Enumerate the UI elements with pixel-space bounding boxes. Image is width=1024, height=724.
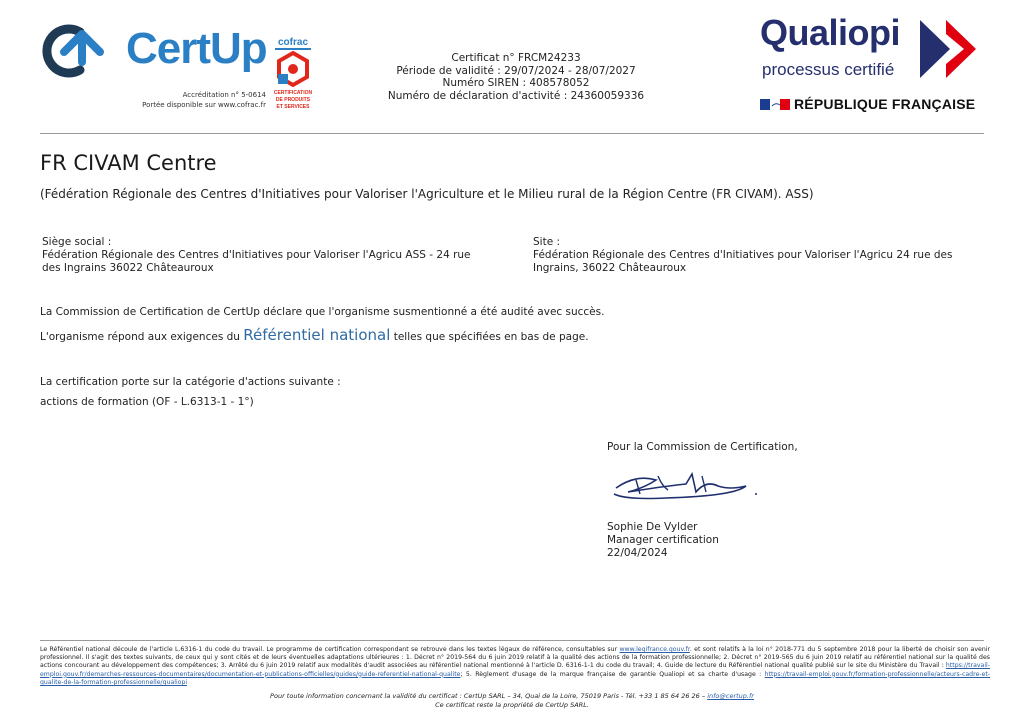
organization-name: FR CIVAM Centre: [40, 151, 217, 175]
site-line1: Fédération Régionale des Centres d'Initiatives pour Valoriser l'Agricu 24 rue des: [533, 249, 953, 261]
action-category: actions de formation (OF - L.6313-1 - 1°): [40, 396, 254, 408]
header-divider: [40, 133, 984, 134]
certificate-number: Certificat n° FRCM24233: [451, 52, 581, 64]
requirements-line: [40, 326, 589, 344]
signatory-block: [607, 521, 719, 560]
activity-declaration: Numéro de déclaration d'activité : 24360059336: [387, 89, 645, 102]
organization-full-name: (Fédération Régionale des Centres d'Initiatives pour Valoriser l'Agriculture et le Milieu rural de la Région Centre (FR CIVAM). ASS): [40, 187, 814, 201]
accreditation-block: [120, 90, 266, 110]
siren-number: Numéro SIREN : 408578052: [442, 77, 590, 89]
ownership-line: Ce certificat reste la propriété de CertUp SARL.: [435, 700, 589, 709]
svg-text:ET SERVICES: ET SERVICES: [276, 104, 310, 110]
contact-email-link[interactable]: info@certup.fr: [707, 692, 754, 700]
svg-text:CERTIFICATION: CERTIFICATION: [273, 90, 313, 96]
marianne-flag-icon: [760, 99, 790, 110]
accreditation-number: Accréditation n° 5-0614: [182, 91, 266, 99]
site-label: Site :: [533, 236, 561, 248]
handwritten-signature-icon: [606, 466, 766, 506]
legifrance-link[interactable]: www.legifrance.gouv.fr: [619, 646, 690, 653]
requirements-prefix: L'organisme répond aux exigences du: [40, 331, 240, 343]
contact-footer: [40, 692, 984, 709]
certup-brand: CertUp: [126, 24, 267, 73]
guide-referentiel-link[interactable]: https://travail-emploi.gouv.fr/demarches-ressources-documentaires/documentation-et-publications-officielles/guides/guide-referentiel-national-qualite: [40, 662, 990, 678]
legal-footer: [40, 646, 990, 687]
certificate-info: [360, 52, 672, 102]
siege-social-line2: des Ingrains 36022 Châteauroux: [42, 262, 214, 274]
validity-period: Période de validité : 29/07/2024 - 28/07/2027: [396, 64, 636, 77]
category-intro: La certification porte sur la catégorie d'actions suivante :: [40, 376, 341, 388]
footer-text-3: ; 5. Règlement d'usage de la marque française de garantie Qualiopi et sa charte d'usage :: [460, 670, 765, 678]
accreditation-scope: Portée disponible sur www.cofrac.fr: [142, 101, 266, 109]
siege-social-line1: Fédération Régionale des Centres d'Initiatives pour Valoriser l'Agricu ASS - 24 rue: [42, 249, 471, 261]
qualiopi-arrow-icon: [920, 20, 982, 78]
svg-text:DE PRODUITS: DE PRODUITS: [275, 97, 311, 103]
commission-statement: La Commission de Certification de CertUp déclare que l'organisme susmentionné a été audité avec succès.: [40, 306, 605, 318]
qualiopi-charter-link[interactable]: https://travail-emploi.gouv.fr/formation-professionnelle/acteurs-cadre-et-qualite-de-la-formation-professionnelle/qualiopi: [40, 670, 990, 686]
contact-text: Pour toute information concernant la validité du certificat : CertUp SARL – 34, Quai de la Loire, 75019 Paris - Tél. +33 1 85 64 26 26 –: [270, 692, 708, 700]
for-commission: Pour la Commission de Certification,: [607, 441, 798, 453]
footer-text-1: Le Référentiel national découle de l'article L.6316-1 du code du travail. Le programme de certification correspondant se retrouve dans les textes légaux de référence, consultables sur: [40, 646, 620, 653]
siege-social-block: [42, 236, 492, 275]
cofrac-logo-icon: [272, 36, 314, 110]
footer-divider: [40, 640, 984, 641]
contact-line: [40, 692, 984, 701]
siege-social-label: Siège social :: [42, 236, 112, 248]
site-block: [533, 236, 983, 275]
cofrac-brand: cofrac: [277, 37, 309, 48]
signature-date: 22/04/2024: [607, 547, 668, 559]
site-line2: Ingrains, 36022 Châteauroux: [533, 262, 687, 274]
requirements-suffix: telles que spécifiées en bas de page.: [393, 331, 589, 343]
republique-francaise: RÉPUBLIQUE FRANÇAISE: [794, 96, 976, 112]
qualiopi-subtitle: processus certifié: [762, 60, 895, 79]
qualiopi-brand: Qualiopi: [760, 12, 900, 53]
signatory-role: Manager certification: [607, 534, 719, 546]
signatory-name: Sophie De Vylder: [607, 521, 698, 533]
referentiel-national-link[interactable]: Référentiel national: [243, 326, 391, 344]
footer-text-2: . et sont relatifs à la loi n° 2018-771 du 5 septembre 2018 pour la liberté de choisir son avenir professionnel. Il s'agit des textes suivants, de ceux qui y sont cités et de leurs éventuelles adaptations ultérieures : 1. Décret n° 2019-564 du 6 juin 2019 relatif à la qualité des actions de la formation professionnelle; 2. Décret n° 2019-565 du 6 juin 2019 relatif au référentiel national sur la qualité des actions concourant au développement des compétences; 3. Arrêté du 6 juin 2019 relatif aux modalités d'audit associées au référentiel national mentionné à l'article D. 6316-1-1 du code du travail; 4. Guide de lecture du Référentiel national qualité publié sur le site du Ministère du Travail :: [40, 646, 990, 670]
